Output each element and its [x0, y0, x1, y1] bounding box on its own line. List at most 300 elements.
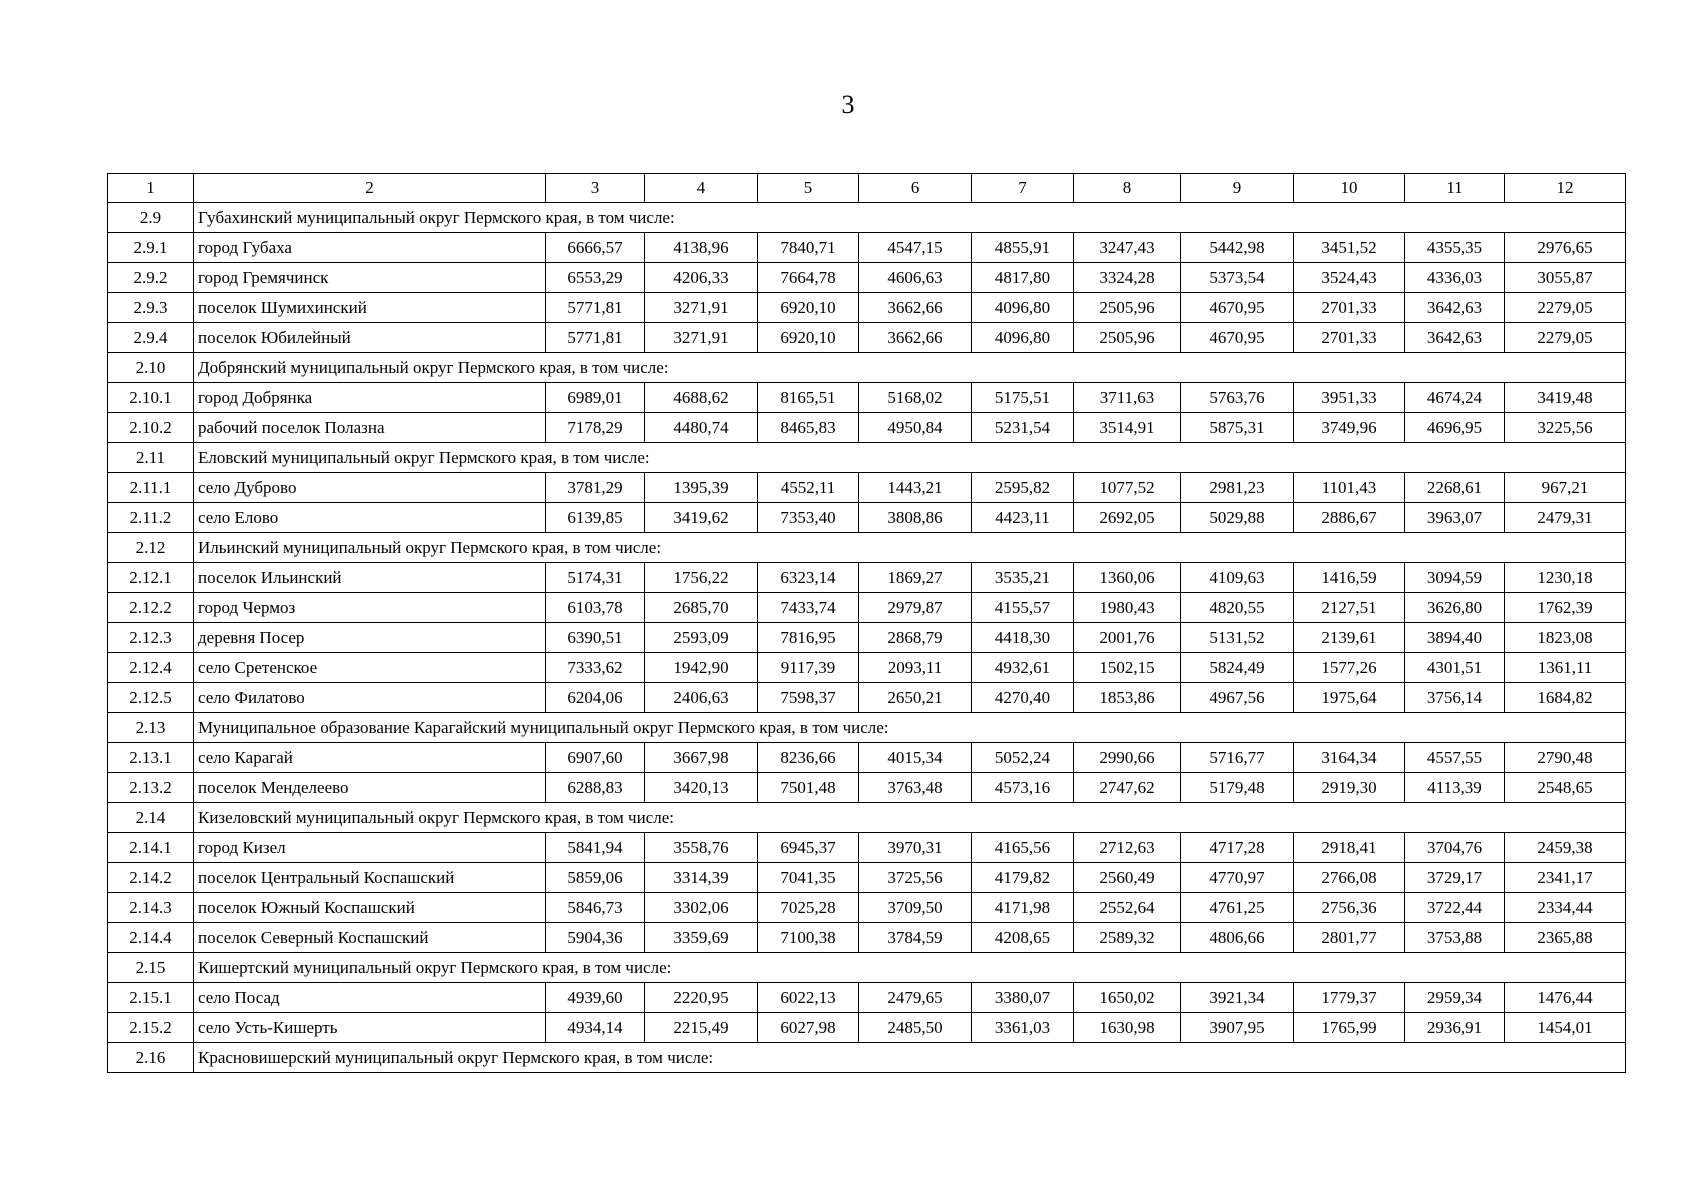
table-row	[108, 743, 1626, 773]
value-cell: 4179,82	[972, 863, 1074, 893]
value-cell: 3963,07	[1405, 503, 1505, 533]
settlement-name: село Посад	[194, 983, 546, 1013]
value-cell: 5168,02	[859, 383, 972, 413]
value-cell: 2868,79	[859, 623, 972, 653]
value-cell: 2560,49	[1074, 863, 1181, 893]
value-cell: 4670,95	[1181, 323, 1294, 353]
value-cell: 1650,02	[1074, 983, 1181, 1013]
value-cell: 3324,28	[1074, 263, 1181, 293]
value-cell: 3535,21	[972, 563, 1074, 593]
value-cell: 4418,30	[972, 623, 1074, 653]
value-cell: 3763,48	[859, 773, 972, 803]
value-cell: 4817,80	[972, 263, 1074, 293]
value-cell: 4717,28	[1181, 833, 1294, 863]
value-cell: 3907,95	[1181, 1013, 1294, 1043]
value-cell: 2990,66	[1074, 743, 1181, 773]
value-cell: 4696,95	[1405, 413, 1505, 443]
value-cell: 2552,64	[1074, 893, 1181, 923]
value-cell: 3921,34	[1181, 983, 1294, 1013]
value-cell: 2505,96	[1074, 323, 1181, 353]
value-cell: 2790,48	[1505, 743, 1626, 773]
table-row	[108, 683, 1626, 713]
group-title: Еловский муниципальный округ Пермского края, в том числе:	[194, 443, 1626, 473]
settlement-name: город Губаха	[194, 233, 546, 263]
value-cell: 3271,91	[645, 293, 758, 323]
value-cell: 2936,91	[1405, 1013, 1505, 1043]
value-cell: 1502,15	[1074, 653, 1181, 683]
settlement-name: село Сретенское	[194, 653, 546, 683]
value-cell: 9117,39	[758, 653, 859, 683]
table-row	[108, 473, 1626, 503]
value-cell: 5716,77	[1181, 743, 1294, 773]
value-cell: 1869,27	[859, 563, 972, 593]
value-cell: 6666,57	[546, 233, 645, 263]
value-cell: 3808,86	[859, 503, 972, 533]
row-code: 2.10.1	[108, 383, 194, 413]
column-number-cell: 5	[758, 174, 859, 203]
value-cell: 2976,65	[1505, 233, 1626, 263]
value-cell: 4688,62	[645, 383, 758, 413]
value-cell: 7025,28	[758, 893, 859, 923]
value-cell: 3626,80	[1405, 593, 1505, 623]
value-cell: 7501,48	[758, 773, 859, 803]
settlement-name: поселок Центральный Коспашский	[194, 863, 546, 893]
value-cell: 2701,33	[1294, 293, 1405, 323]
value-cell: 4270,40	[972, 683, 1074, 713]
value-cell: 2139,61	[1294, 623, 1405, 653]
value-cell: 4113,39	[1405, 773, 1505, 803]
value-cell: 4573,16	[972, 773, 1074, 803]
value-cell: 4547,15	[859, 233, 972, 263]
value-cell: 2479,31	[1505, 503, 1626, 533]
value-cell: 4165,56	[972, 833, 1074, 863]
page-number: 3	[841, 90, 855, 119]
value-cell: 2479,65	[859, 983, 972, 1013]
value-cell: 3951,33	[1294, 383, 1405, 413]
value-cell: 5859,06	[546, 863, 645, 893]
value-cell: 2756,36	[1294, 893, 1405, 923]
value-cell: 2595,82	[972, 473, 1074, 503]
column-number-cell: 7	[972, 174, 1074, 203]
value-cell: 6907,60	[546, 743, 645, 773]
value-cell: 2334,44	[1505, 893, 1626, 923]
value-cell: 4855,91	[972, 233, 1074, 263]
table-row	[108, 233, 1626, 263]
value-cell: 2766,08	[1294, 863, 1405, 893]
value-cell: 3247,43	[1074, 233, 1181, 263]
value-cell: 2505,96	[1074, 293, 1181, 323]
row-code: 2.16	[108, 1043, 194, 1073]
table-row	[108, 773, 1626, 803]
value-cell: 2406,63	[645, 683, 758, 713]
value-cell: 3894,40	[1405, 623, 1505, 653]
column-number-cell: 11	[1405, 174, 1505, 203]
value-cell: 2701,33	[1294, 323, 1405, 353]
value-cell: 3514,91	[1074, 413, 1181, 443]
value-cell: 2341,17	[1505, 863, 1626, 893]
table-row	[108, 893, 1626, 923]
value-cell: 2548,65	[1505, 773, 1626, 803]
value-cell: 3781,29	[546, 473, 645, 503]
value-cell: 5824,49	[1181, 653, 1294, 683]
value-cell: 3094,59	[1405, 563, 1505, 593]
table-row	[108, 503, 1626, 533]
value-cell: 4015,34	[859, 743, 972, 773]
value-cell: 3314,39	[645, 863, 758, 893]
value-cell: 3642,63	[1405, 323, 1505, 353]
row-code: 2.14.1	[108, 833, 194, 863]
row-code: 2.12	[108, 533, 194, 563]
value-cell: 2268,61	[1405, 473, 1505, 503]
value-cell: 4557,55	[1405, 743, 1505, 773]
value-cell: 3729,17	[1405, 863, 1505, 893]
group-title: Губахинский муниципальный округ Пермского края, в том числе:	[194, 203, 1626, 233]
value-cell: 2747,62	[1074, 773, 1181, 803]
value-cell: 6323,14	[758, 563, 859, 593]
column-number-cell: 4	[645, 174, 758, 203]
settlement-name: поселок Ильинский	[194, 563, 546, 593]
value-cell: 3756,14	[1405, 683, 1505, 713]
value-cell: 4761,25	[1181, 893, 1294, 923]
group-row	[108, 533, 1626, 563]
settlement-name: город Чермоз	[194, 593, 546, 623]
value-cell: 4806,66	[1181, 923, 1294, 953]
value-cell: 6022,13	[758, 983, 859, 1013]
table-row	[108, 863, 1626, 893]
value-cell: 7664,78	[758, 263, 859, 293]
value-cell: 6103,78	[546, 593, 645, 623]
table-row	[108, 983, 1626, 1013]
value-cell: 5442,98	[1181, 233, 1294, 263]
value-cell: 1823,08	[1505, 623, 1626, 653]
value-cell: 2919,30	[1294, 773, 1405, 803]
value-cell: 3451,52	[1294, 233, 1405, 263]
row-code: 2.9.3	[108, 293, 194, 323]
value-cell: 2979,87	[859, 593, 972, 623]
settlement-name: село Елово	[194, 503, 546, 533]
value-cell: 5175,51	[972, 383, 1074, 413]
value-cell: 5763,76	[1181, 383, 1294, 413]
value-cell: 4171,98	[972, 893, 1074, 923]
value-cell: 3380,07	[972, 983, 1074, 1013]
value-cell: 4096,80	[972, 323, 1074, 353]
value-cell: 5846,73	[546, 893, 645, 923]
value-cell: 2459,38	[1505, 833, 1626, 863]
table-row	[108, 623, 1626, 653]
value-cell: 2279,05	[1505, 293, 1626, 323]
value-cell: 3558,76	[645, 833, 758, 863]
row-code: 2.12.4	[108, 653, 194, 683]
row-code: 2.9	[108, 203, 194, 233]
value-cell: 4355,35	[1405, 233, 1505, 263]
value-cell: 5904,36	[546, 923, 645, 953]
group-row	[108, 203, 1626, 233]
value-cell: 3359,69	[645, 923, 758, 953]
value-cell: 2918,41	[1294, 833, 1405, 863]
row-code: 2.10.2	[108, 413, 194, 443]
value-cell: 6920,10	[758, 293, 859, 323]
value-cell: 8465,83	[758, 413, 859, 443]
value-cell: 5771,81	[546, 323, 645, 353]
settlement-name: поселок Шумихинский	[194, 293, 546, 323]
row-code: 2.13.1	[108, 743, 194, 773]
value-cell: 4206,33	[645, 263, 758, 293]
table-row	[108, 413, 1626, 443]
value-cell: 1361,11	[1505, 653, 1626, 683]
table-row	[108, 1013, 1626, 1043]
row-code: 2.10	[108, 353, 194, 383]
value-cell: 1630,98	[1074, 1013, 1181, 1043]
value-cell: 8236,66	[758, 743, 859, 773]
value-cell: 1779,37	[1294, 983, 1405, 1013]
value-cell: 3709,50	[859, 893, 972, 923]
table-row	[108, 593, 1626, 623]
row-code: 2.14.3	[108, 893, 194, 923]
value-cell: 2593,09	[645, 623, 758, 653]
value-cell: 2279,05	[1505, 323, 1626, 353]
value-cell: 4820,55	[1181, 593, 1294, 623]
value-cell: 4967,56	[1181, 683, 1294, 713]
settlement-name: село Карагай	[194, 743, 546, 773]
value-cell: 1942,90	[645, 653, 758, 683]
value-cell: 2589,32	[1074, 923, 1181, 953]
value-cell: 3361,03	[972, 1013, 1074, 1043]
value-cell: 3784,59	[859, 923, 972, 953]
value-cell: 4770,97	[1181, 863, 1294, 893]
settlement-name: село Филатово	[194, 683, 546, 713]
value-cell: 6204,06	[546, 683, 645, 713]
value-cell: 4336,03	[1405, 263, 1505, 293]
value-cell: 4934,14	[546, 1013, 645, 1043]
column-number-cell: 3	[546, 174, 645, 203]
column-number-cell: 12	[1505, 174, 1626, 203]
value-cell: 2801,77	[1294, 923, 1405, 953]
settlement-name: поселок Менделеево	[194, 773, 546, 803]
value-cell: 4606,63	[859, 263, 972, 293]
row-code: 2.11.1	[108, 473, 194, 503]
group-row	[108, 803, 1626, 833]
table-row	[108, 563, 1626, 593]
value-cell: 6288,83	[546, 773, 645, 803]
value-cell: 7433,74	[758, 593, 859, 623]
value-cell: 4480,74	[645, 413, 758, 443]
settlement-name: рабочий поселок Полазна	[194, 413, 546, 443]
value-cell: 3970,31	[859, 833, 972, 863]
value-cell: 1454,01	[1505, 1013, 1626, 1043]
value-cell: 8165,51	[758, 383, 859, 413]
value-cell: 5841,94	[546, 833, 645, 863]
table-body	[108, 174, 1626, 1073]
value-cell: 7816,95	[758, 623, 859, 653]
value-cell: 4155,57	[972, 593, 1074, 623]
value-cell: 5174,31	[546, 563, 645, 593]
row-code: 2.14	[108, 803, 194, 833]
row-code: 2.15	[108, 953, 194, 983]
value-cell: 3420,13	[645, 773, 758, 803]
value-cell: 6945,37	[758, 833, 859, 863]
value-cell: 1476,44	[1505, 983, 1626, 1013]
value-cell: 2981,23	[1181, 473, 1294, 503]
row-code: 2.14.4	[108, 923, 194, 953]
column-number-cell: 6	[859, 174, 972, 203]
value-cell: 4208,65	[972, 923, 1074, 953]
group-row	[108, 1043, 1626, 1073]
value-cell: 1416,59	[1294, 563, 1405, 593]
value-cell: 1975,64	[1294, 683, 1405, 713]
column-number-cell: 8	[1074, 174, 1181, 203]
column-number-cell: 1	[108, 174, 194, 203]
value-cell: 5131,52	[1181, 623, 1294, 653]
value-cell: 6920,10	[758, 323, 859, 353]
value-cell: 3225,56	[1505, 413, 1626, 443]
settlement-name: поселок Южный Коспашский	[194, 893, 546, 923]
value-cell: 1443,21	[859, 473, 972, 503]
value-cell: 4939,60	[546, 983, 645, 1013]
value-cell: 2093,11	[859, 653, 972, 683]
column-number-row	[108, 174, 1626, 203]
row-code: 2.12.5	[108, 683, 194, 713]
group-row	[108, 713, 1626, 743]
value-cell: 3419,48	[1505, 383, 1626, 413]
value-cell: 2127,51	[1294, 593, 1405, 623]
column-number-cell: 10	[1294, 174, 1405, 203]
value-cell: 2650,21	[859, 683, 972, 713]
value-cell: 6139,85	[546, 503, 645, 533]
value-cell: 3704,76	[1405, 833, 1505, 863]
value-cell: 3271,91	[645, 323, 758, 353]
value-cell: 4096,80	[972, 293, 1074, 323]
value-cell: 1360,06	[1074, 563, 1181, 593]
value-cell: 1762,39	[1505, 593, 1626, 623]
value-cell: 1765,99	[1294, 1013, 1405, 1043]
settlement-name: поселок Северный Коспашский	[194, 923, 546, 953]
group-title: Ильинский муниципальный округ Пермского края, в том числе:	[194, 533, 1626, 563]
settlement-name: город Гремячинск	[194, 263, 546, 293]
value-cell: 2001,76	[1074, 623, 1181, 653]
group-title: Кишертский муниципальный округ Пермского края, в том числе:	[194, 953, 1626, 983]
settlement-name: поселок Юбилейный	[194, 323, 546, 353]
group-row	[108, 443, 1626, 473]
row-code: 2.12.2	[108, 593, 194, 623]
row-code: 2.13	[108, 713, 194, 743]
value-cell: 3302,06	[645, 893, 758, 923]
value-cell: 6989,01	[546, 383, 645, 413]
group-title: Кизеловский муниципальный округ Пермского края, в том числе:	[194, 803, 1626, 833]
value-cell: 2712,63	[1074, 833, 1181, 863]
value-cell: 3667,98	[645, 743, 758, 773]
value-cell: 2685,70	[645, 593, 758, 623]
value-cell: 1756,22	[645, 563, 758, 593]
value-cell: 5875,31	[1181, 413, 1294, 443]
settlement-name: деревня Посер	[194, 623, 546, 653]
table-row	[108, 923, 1626, 953]
row-code: 2.15.2	[108, 1013, 194, 1043]
value-cell: 4932,61	[972, 653, 1074, 683]
value-cell: 5771,81	[546, 293, 645, 323]
value-cell: 3753,88	[1405, 923, 1505, 953]
value-cell: 967,21	[1505, 473, 1626, 503]
value-cell: 3419,62	[645, 503, 758, 533]
value-cell: 3749,96	[1294, 413, 1405, 443]
value-cell: 4552,11	[758, 473, 859, 503]
settlement-name: город Добрянка	[194, 383, 546, 413]
value-cell: 3722,44	[1405, 893, 1505, 923]
column-number-cell: 2	[194, 174, 546, 203]
value-cell: 6027,98	[758, 1013, 859, 1043]
value-cell: 2220,95	[645, 983, 758, 1013]
group-title: Добрянский муниципальный округ Пермского края, в том числе:	[194, 353, 1626, 383]
value-cell: 3711,63	[1074, 383, 1181, 413]
value-cell: 6390,51	[546, 623, 645, 653]
value-cell: 4674,24	[1405, 383, 1505, 413]
value-cell: 2886,67	[1294, 503, 1405, 533]
value-cell: 2959,34	[1405, 983, 1505, 1013]
value-cell: 7178,29	[546, 413, 645, 443]
value-cell: 7598,37	[758, 683, 859, 713]
value-cell: 5052,24	[972, 743, 1074, 773]
value-cell: 5029,88	[1181, 503, 1294, 533]
table-row	[108, 383, 1626, 413]
settlement-name: село Дуброво	[194, 473, 546, 503]
value-cell: 3725,56	[859, 863, 972, 893]
value-cell: 5179,48	[1181, 773, 1294, 803]
table-row	[108, 263, 1626, 293]
value-cell: 1980,43	[1074, 593, 1181, 623]
value-cell: 1101,43	[1294, 473, 1405, 503]
row-code: 2.12.3	[108, 623, 194, 653]
value-cell: 1853,86	[1074, 683, 1181, 713]
value-cell: 1230,18	[1505, 563, 1626, 593]
value-cell: 2215,49	[645, 1013, 758, 1043]
group-row	[108, 953, 1626, 983]
row-code: 2.9.4	[108, 323, 194, 353]
value-cell: 1395,39	[645, 473, 758, 503]
value-cell: 7100,38	[758, 923, 859, 953]
column-number-cell: 9	[1181, 174, 1294, 203]
table-row	[108, 653, 1626, 683]
value-cell: 7041,35	[758, 863, 859, 893]
value-cell: 5373,54	[1181, 263, 1294, 293]
row-code: 2.9.2	[108, 263, 194, 293]
value-cell: 2692,05	[1074, 503, 1181, 533]
table-row	[108, 833, 1626, 863]
tariff-table	[107, 173, 1626, 1073]
settlement-name: город Кизел	[194, 833, 546, 863]
value-cell: 7840,71	[758, 233, 859, 263]
table-row	[108, 323, 1626, 353]
row-code: 2.12.1	[108, 563, 194, 593]
value-cell: 1077,52	[1074, 473, 1181, 503]
value-cell: 7353,40	[758, 503, 859, 533]
settlement-name: село Усть-Кишерть	[194, 1013, 546, 1043]
value-cell: 5231,54	[972, 413, 1074, 443]
value-cell: 4670,95	[1181, 293, 1294, 323]
value-cell: 4423,11	[972, 503, 1074, 533]
value-cell: 2365,88	[1505, 923, 1626, 953]
row-code: 2.15.1	[108, 983, 194, 1013]
value-cell: 1684,82	[1505, 683, 1626, 713]
group-row	[108, 353, 1626, 383]
row-code: 2.9.1	[108, 233, 194, 263]
group-title: Муниципальное образование Карагайский муниципальный округ Пермского края, в том числе:	[194, 713, 1626, 743]
value-cell: 3164,34	[1294, 743, 1405, 773]
row-code: 2.11.2	[108, 503, 194, 533]
value-cell: 3642,63	[1405, 293, 1505, 323]
value-cell: 6553,29	[546, 263, 645, 293]
value-cell: 4109,63	[1181, 563, 1294, 593]
value-cell: 2485,50	[859, 1013, 972, 1043]
row-code: 2.14.2	[108, 863, 194, 893]
